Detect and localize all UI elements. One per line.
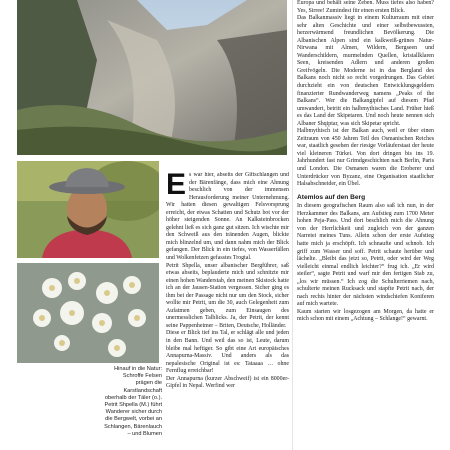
- column-divider: [292, 0, 293, 450]
- portrait-hiker-image: [17, 161, 159, 258]
- right-paragraph-1: Europa und behält seine Zeben. Muss tiefes also haben? Yes, Sirree! Zumindest für einen ersten Blick.: [297, 0, 434, 14]
- section-subheading: Atemlos auf den Berg: [297, 193, 366, 201]
- middle-paragraph-3: Diese er Blick tief ins Tal, er schlägt alle und jeden in den Bann. Und weil das so ist, Leute, darum bleibe mal heftiger. So gibt eine Art europäisches Annapurna-Massiv. Und anders als das nepalesische Original ist es: Tataaaa … ohne Fernflug erreichbar!: [166, 330, 289, 375]
- middle-paragraph-4: Der Annapurna (kurzer Abschweif) ist ein 8000er-Gipfel in Nepal. Werfind wer: [166, 375, 289, 390]
- rock-canyon-image: [17, 0, 287, 155]
- middle-paragraph-1: s war hier, abseits der Giftschlangen und der Bärenfänge, dass mich eine Ahnung beschlich von der immensen Herausforderung meiner Unternehmung. Wir hatten diesen gewaltigen Felsvorsprung erreicht, der etwas Schatten und Schutz bot vor der höher steigenden Sonne. An Kalksteinbrocken gelehnt ließ es sich ganz gut sitzen. Ich wischte mir den Schweiß aus den tränenden Augen, blickte mich blinzelnd um, und dann nahm mich der Blick gefangen. Der Blick in ein tiefes, von Wasserfällen und Wolkenfetzen gefasstes Trogtal.: [166, 172, 289, 262]
- photo-caption: Hinauf in die Natur: Schroffe Felsen prägen die Karstlandschaft oberhalb der Täler (o.). Petrit Shpella (M.) führt Wanderer sicher durch die Bergwelt, vorbei an Schlangen, Bärenlauch – und Blumen: [104, 366, 162, 437]
- portrait-hiker-photo: [17, 161, 159, 258]
- white-yarrow-flowers-photo: [17, 263, 159, 363]
- right-paragraph-5: Kaum starten wir losgezogen am Morgen, da hatte er mich schon mit einem „Achtung – Schlange!“ gewarnt.: [297, 308, 434, 323]
- right-paragraph-3: Halbmythisch ist der Balkan auch, weil er über einen Zeitraum von 450 Jahren Teil des Osmanischen Reiches war, staatlich gesehen der riesige Vorläuferstaat der heute viel kleineren Türkei. Von dort dringen bis ins 19. Jahrhundert fast nur Grimdgeschichten nach Berlin, Paris und London. Die Osmanen waren die Eroberer und Unterdrücker von Byzanz, eine Organisation staatlicher Halsabschneider, ein Übel.: [297, 128, 434, 188]
- article-column-middle: [166, 172, 289, 450]
- article-column-right: [297, 0, 434, 450]
- rock-canyon-photo: [17, 0, 287, 155]
- middle-paragraph-2: Petrit Shpella, unser albanischer Bergführer, saß etwas abseits, beplauderte mich und schnitzte mir einen hohen Wanderstab, den meinen Skistock hatte ich an der Jausen-Station vergessen. Sicher ging es ihm bei der Passage nicht nur um den Stock, sicher wollte mir Petrit, um die 30, auch Gelegenheit zum Aufatmen geben, zum Einsaugen des unermesslichen Talblicks. Ja, der Petrit, der kennt seine Pappenheimer – Briten, Deutsche, Holländer.: [166, 262, 289, 329]
- right-paragraph-4: In diesem geografischen Raum also saß ich nun, in der Herzkammer des Balkans, am Aufstieg zum 1700 Meter hohen Peja-Pass. Und dort beschlich mich die Ahnung von der Herrlichkeit und zugleich von der ganzen Narretei meines Tuns. Allein schon der erste Aufstieg hatte mich ja erschöpft. Ich schnaufte und schnob. Ich griff zum Wasser und soff. Petrit schaute herüber und lächelte. „Bleibt das jetzt so, Petrit, oder wird der Weg vielleicht einmal endlich leichter?“ frug ich. „Er wird steiler“, sagte Petrit und warf mir den fertigen Stab zu, „los wir müssen.“ Ich zog die Schulterriemen nach, schulterte meinen Rucksack und stapfte Petrit nach, der nach rechts hinter der nächsten windschiefen Koniferen auf mich wartete.: [297, 203, 434, 308]
- dropcap-letter: E: [166, 172, 187, 201]
- right-paragraph-2: Das Balkanmassiv liegt in einem Kulturraum mit einer sehr alten Geschichte und einer selbstbewussten, herzerwärmend freundlichen Bevölkerung. Die Albanischen Alpen sind ein kalkweiß-grünes Natur-Nirwana mit Almen, Wildern, Bergseen und Wanderschildern, murmelnden Quellen, kristallklaren Seen, kreisenden Adlern und anderen großen Greifvögeln. Die Moderne ist in das Bergland des Balkans noch nicht so recht vorgedrungen. Das Gebiet durchzieht ein von deutschen Entwicklungsgeldern finanzierter Rundwanderweg namens „Peaks of the Balkans“. Wer die Balkangipfel auf diesem Pfad umwandert, betritt ein halbmythisches Land. Früher hieß es das Land der Skipetaren. Und noch heute nennen sich Albaner Shqiptar, was sich Skipetar spricht.: [297, 15, 434, 127]
- flowers-image: [17, 263, 159, 363]
